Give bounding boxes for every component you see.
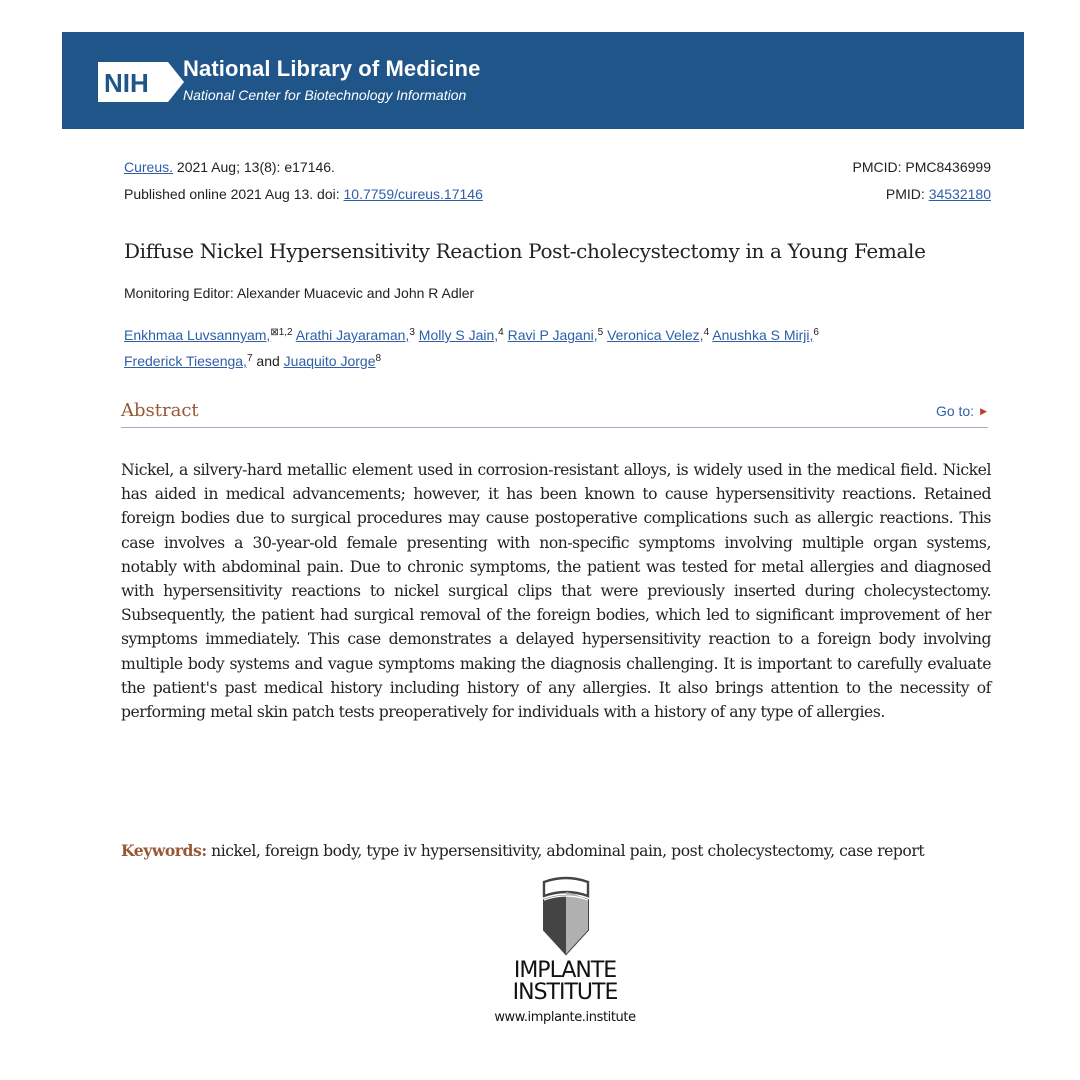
- author-affiliation: 6: [813, 327, 819, 338]
- triangle-right-icon[interactable]: ▶: [980, 406, 987, 416]
- abstract-text: Nickel, a silvery-hard metallic element used in corrosion-resistant alloys, is widely used in the medical field. Nickel has aided in medical advancements; however, it has been known to cause hypersensitivity reactions. Retained foreign bodies due to surgical procedures may cause postoperative complications such as allergic reactions. This case involves a 30-year-old female presenting with non-specific symptoms involving multiple organ systems, notably with abdominal pain. Due to chronic symptoms, the patient was tested for metal allergies and diagnosed with hypersensitivity reactions to nickel surgical clips that were previously inserted during cholecystectomy. Subsequently, the patient had surgical removal of the foreign bodies, which led to significant improvement of her symptoms immediately. This case demonstrates a delayed hypersensitivity reaction to a foreign body involving multiple body systems and vague symptoms making the diagnosis challenging. It is important to carefully evaluate the patient's past medical history including history of any allergies. It also brings attention to the necessity of performing metal skin patch tests preoperatively for individuals with a history of any type of allergies.: [121, 461, 991, 722]
- journal-details: 2021 Aug; 13(8): e17146.: [173, 159, 335, 175]
- pmcid: PMCID: PMC8436999: [852, 159, 991, 175]
- published-text: Published online 2021 Aug 13. doi:: [124, 186, 344, 202]
- keywords: [121, 837, 991, 865]
- author-affiliation: 3: [409, 327, 415, 338]
- monitoring-editor: Monitoring Editor: Alexander Muacevic and John R Adler: [124, 285, 475, 301]
- shield-logo-icon: [541, 876, 591, 956]
- goto-label[interactable]: Go to:: [935, 403, 975, 419]
- watermark-name-line1: IMPLANTE: [513, 958, 617, 983]
- abstract-heading: Abstract: [121, 400, 199, 421]
- pmid-label: PMID:: [885, 186, 929, 202]
- site-title[interactable]: National Library of Medicine: [183, 56, 481, 81]
- watermark-name: [470, 960, 660, 1004]
- author-link[interactable]: Veronica Velez,: [607, 327, 704, 343]
- author-link[interactable]: Ravi P Jagani,: [507, 327, 598, 343]
- site-subtitle: National Center for Biotechnology Information: [183, 87, 467, 103]
- keywords-label: Keywords:: [121, 841, 207, 860]
- author-link[interactable]: Arathi Jayaraman,: [295, 327, 410, 343]
- implante-institute-watermark: [470, 874, 636, 1034]
- author-link[interactable]: Juaquito Jorge: [283, 353, 376, 369]
- author-affiliation: 4: [703, 327, 710, 338]
- author-list: [124, 322, 984, 374]
- author-link[interactable]: Anushka S Mirji,: [712, 327, 814, 343]
- journal-link[interactable]: Cureus.: [124, 159, 174, 175]
- nih-logo-text: NIH: [104, 68, 149, 98]
- author-link[interactable]: Molly S Jain,: [418, 327, 499, 343]
- authors-and: and: [252, 353, 284, 369]
- author-link[interactable]: Enkhmaa Luvsannyam,: [124, 327, 271, 343]
- author-affiliation: 4: [498, 327, 504, 338]
- goto-menu[interactable]: [936, 403, 987, 419]
- pmid: [886, 186, 991, 202]
- keywords-list: nickel, foreign body, type iv hypersensitivity, abdominal pain, post cholecystectomy, case report: [206, 842, 925, 860]
- nlm-header-banner: [62, 32, 1024, 129]
- author-affiliation: ⊠1,2: [270, 327, 293, 338]
- article-title: Diffuse Nickel Hypersensitivity Reaction Post-cholecystectomy in a Young Female: [124, 239, 926, 263]
- author-affiliation: 8: [375, 353, 382, 364]
- watermark-url: www.implante.institute: [494, 1010, 636, 1025]
- author-link[interactable]: Frederick Tiesenga,: [124, 353, 247, 369]
- author-affiliation: 5: [597, 327, 604, 338]
- citation-published: [124, 186, 483, 202]
- author-affiliation: 7: [246, 353, 253, 364]
- citation-journal: [124, 159, 335, 175]
- pmid-link[interactable]: 34532180: [928, 186, 991, 202]
- doi-link[interactable]: 10.7759/cureus.17146: [343, 186, 483, 202]
- section-divider: [121, 427, 988, 428]
- watermark-name-line2: INSTITUTE: [512, 980, 618, 1005]
- nih-logo[interactable]: [96, 58, 186, 106]
